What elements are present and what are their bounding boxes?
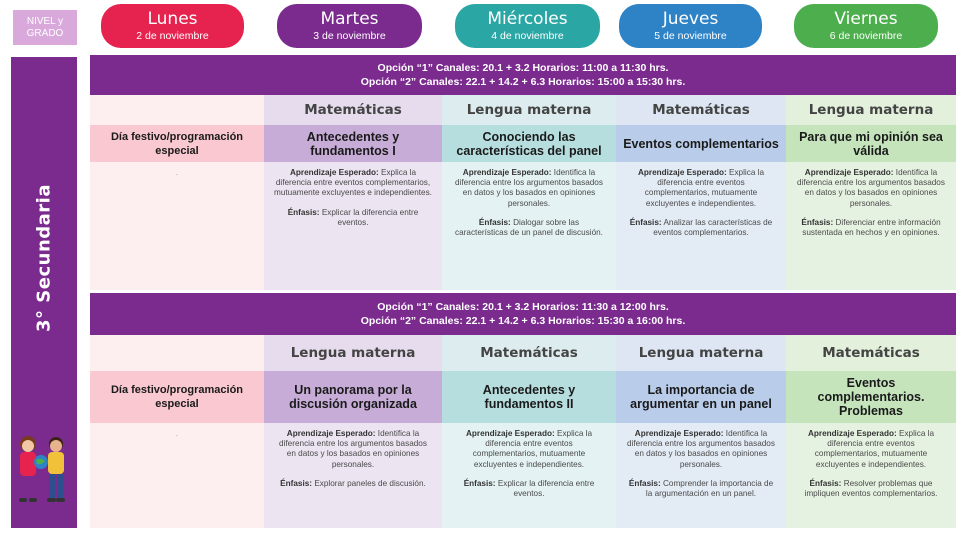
enfasis-text: Diferenciar entre información sustentada en hechos y en opiniones. <box>802 217 941 238</box>
day-name: Jueves <box>662 8 719 29</box>
lesson-title: Día festivo/programación especial <box>90 125 264 162</box>
block2-jueves <box>616 335 786 528</box>
day-date: 3 de noviembre <box>313 29 386 42</box>
subject: Matemáticas <box>264 95 442 125</box>
enfasis-text: Explorar paneles de discusión. <box>314 478 426 488</box>
subject: Matemáticas <box>442 335 616 371</box>
enfasis-text: Resolver problemas que impliquen eventos complementarios. <box>804 478 938 499</box>
day-date: 6 de noviembre <box>829 29 903 42</box>
aprendizaje-label: Aprendizaje Esperado: <box>804 168 894 177</box>
enfasis-label: Énfasis: <box>629 217 662 227</box>
block2-lunes <box>90 335 264 528</box>
aprendizaje-label: Aprendizaje Esperado: <box>462 168 552 177</box>
aprendizaje-text: Identifica la diferencia entre los argumentos basados en datos y los basados en opiniones personales. <box>455 168 603 208</box>
day-name: Martes <box>320 8 379 29</box>
lesson-title: Para que mi opinión sea válida <box>786 125 956 162</box>
lesson-title: Día festivo/programación especial <box>90 371 264 423</box>
aprendizaje-text: Explica la diferencia entre eventos complementarios, mutuamente excluyentes e independientes. <box>274 168 432 198</box>
enfasis-text: Analizar las características de eventos complementarios. <box>653 217 773 238</box>
subject: Lengua materna <box>786 95 956 125</box>
aprendizaje-text: Identifica la diferencia entre los argumentos basados en datos y los basados en opiniones personales. <box>627 429 775 469</box>
aprendizaje-text: Identifica la diferencia entre los argumentos basados en datos y los basados en opiniones personales. <box>279 429 427 469</box>
lesson-title: Un panorama por la discusión organizada <box>264 371 442 423</box>
schedule-band-1 <box>90 55 956 95</box>
subject: Matemáticas <box>786 335 956 371</box>
lesson-title: Conociendo las características del panel <box>442 125 616 162</box>
aprendizaje-label: Aprendizaje Esperado: <box>286 429 376 438</box>
students-illustration <box>12 430 72 510</box>
day-date: 2 de noviembre <box>136 29 209 42</box>
block1-viernes <box>786 95 956 290</box>
block2-miercoles <box>442 335 616 528</box>
day-name: Viernes <box>834 8 898 29</box>
level-grade-label <box>13 10 77 45</box>
enfasis-label: Énfasis: <box>801 217 834 227</box>
lesson-title: Antecedentes y fundamentos I <box>264 125 442 162</box>
enfasis-text: Explicar la diferencia entre eventos. <box>321 207 419 227</box>
enfasis-label: Énfasis: <box>809 478 842 488</box>
enfasis-label: Énfasis: <box>287 207 320 217</box>
lesson-title: Eventos complementarios <box>616 125 786 162</box>
aprendizaje-label: Aprendizaje Esperado: <box>634 429 724 438</box>
subject <box>90 335 264 371</box>
enfasis-label: Énfasis: <box>463 478 496 488</box>
day-name: Miércoles <box>487 8 568 29</box>
day-date: 4 de noviembre <box>491 29 564 42</box>
aprendizaje-text: Identifica la diferencia entre los argumentos basados en datos y los basados en opiniones personales. <box>797 168 945 208</box>
aprendizaje-label: Aprendizaje Esperado: <box>807 429 897 438</box>
enfasis-label: Énfasis: <box>478 217 511 227</box>
grade-label: 3° Secundaria <box>33 184 55 332</box>
block2-viernes <box>786 335 956 528</box>
block2-martes <box>264 335 442 528</box>
aprendizaje-text: Explica la diferencia entre eventos complementarios, mutuamente excluyentes e independientes. <box>644 168 765 208</box>
subject: Matemáticas <box>616 95 786 125</box>
block1-lunes <box>90 95 264 290</box>
schedule-option-2: Opción “2” Canales: 22.1 + 14.2 + 6.3 Horarios: 15:00 a 15:30 hrs. <box>360 76 686 88</box>
level-label-line2: GRADO <box>26 27 64 39</box>
subject <box>90 95 264 125</box>
placeholder-dot: . <box>175 429 179 438</box>
aprendizaje-text: Explica la diferencia entre eventos complementarios, mutuamente excluyentes e independientes. <box>814 429 935 469</box>
block1-martes <box>264 95 442 290</box>
enfasis-text: Dialogar sobre las características de un panel de discusión. <box>455 217 603 238</box>
schedule-option-1: Opción “1” Canales: 20.1 + 3.2 Horarios: 11:30 a 12:00 hrs. <box>377 301 669 313</box>
enfasis-text: Comprender la importancia de la argumentación en un panel. <box>645 478 774 499</box>
enfasis-label: Énfasis: <box>280 478 313 488</box>
day-date: 5 de noviembre <box>654 29 727 42</box>
lesson-title: La importancia de argumentar en un panel <box>616 371 786 423</box>
aprendizaje-label: Aprendizaje Esperado: <box>289 168 379 177</box>
enfasis-text: Explicar la diferencia entre eventos. <box>497 478 595 499</box>
day-header-martes <box>277 4 422 48</box>
day-header-viernes <box>794 4 938 48</box>
day-header-jueves <box>619 4 762 48</box>
schedule-option-1: Opción “1” Canales: 20.1 + 3.2 Horarios: 11:00 a 11:30 hrs. <box>377 62 669 74</box>
placeholder-dot: . <box>175 168 179 177</box>
day-header-lunes <box>101 4 244 48</box>
schedule-option-2: Opción “2” Canales: 22.1 + 14.2 + 6.3 Horarios: 15:30 a 16:00 hrs. <box>360 315 686 327</box>
schedule-band-2 <box>90 293 956 335</box>
aprendizaje-text: Explica la diferencia entre eventos complementarios, mutuamente excluyentes e independientes. <box>472 429 593 469</box>
level-label-line1: NIVEL y <box>26 15 64 27</box>
block1-jueves <box>616 95 786 290</box>
subject: Lengua materna <box>616 335 786 371</box>
day-name: Lunes <box>147 8 198 29</box>
aprendizaje-label: Aprendizaje Esperado: <box>465 429 555 438</box>
subject: Lengua materna <box>264 335 442 371</box>
lesson-title: Eventos complementarios. Problemas <box>786 371 956 423</box>
enfasis-label: Énfasis: <box>628 478 661 488</box>
lesson-title: Antecedentes y fundamentos II <box>442 371 616 423</box>
block1-miercoles <box>442 95 616 290</box>
aprendizaje-label: Aprendizaje Esperado: <box>637 168 727 177</box>
day-header-miercoles <box>455 4 600 48</box>
subject: Lengua materna <box>442 95 616 125</box>
